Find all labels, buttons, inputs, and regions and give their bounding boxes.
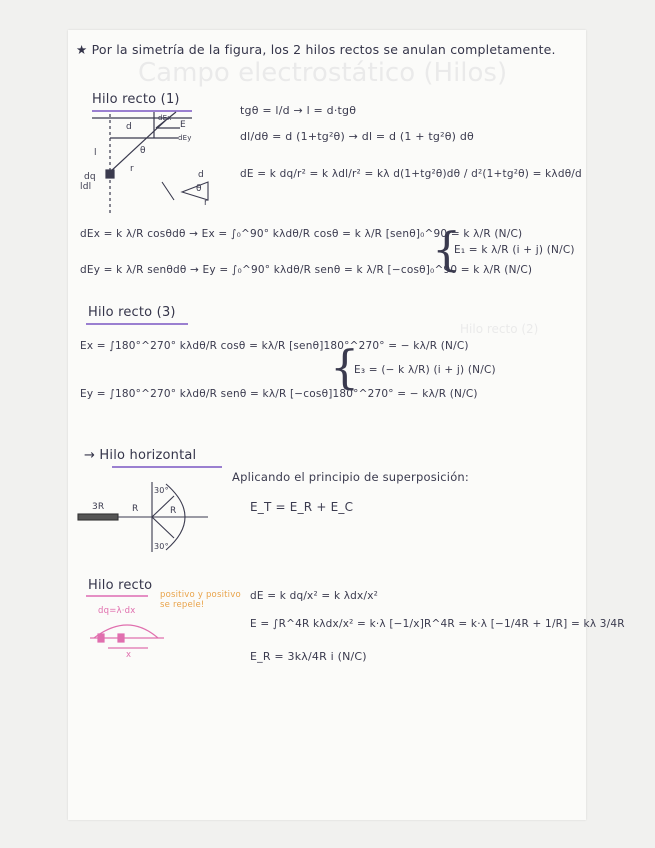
recto-x: x xyxy=(126,650,132,660)
tri-d: d xyxy=(198,170,204,180)
tri-theta: θ xyxy=(196,184,202,194)
horizontal-underline xyxy=(112,466,222,468)
label-theta: θ xyxy=(140,146,146,156)
label-l: l xyxy=(94,148,97,158)
ghost-title: Campo electrostático (Hilos) xyxy=(138,58,508,88)
eq-dE: dE = k dq/r² = k λdl/r² = kλ d(1+tg²θ)dθ / d²(1+tg²θ) = kλdθ/d xyxy=(240,168,582,180)
label-r: r xyxy=(130,164,134,174)
recto-result: E_R = 3kλ/4R i (N/C) xyxy=(250,650,367,663)
section3-underline xyxy=(86,323,188,325)
eq-dEx: dEx = k λ/R cosθdθ → Ex = ∫₀^90° kλdθ/R cosθ = k λ/R [senθ]₀^90 = k λ/R (N/C) xyxy=(80,228,523,240)
h-label-R2: R xyxy=(170,506,177,516)
label-ldl: ldl xyxy=(80,182,92,192)
eq-total: E_T = E_R + E_C xyxy=(250,500,354,514)
eq-dEy: dEy = k λ/R senθdθ → Ey = ∫₀^90° kλdθ/R senθ = k λ/R [−cosθ]₀^90 = k λ/R (N/C) xyxy=(80,264,533,276)
label-dq: dq xyxy=(84,172,96,182)
label-E: E xyxy=(180,120,186,130)
eq-tan: tgθ = l/d → l = d·tgθ xyxy=(240,104,357,117)
eq-dl: dl/dθ = d (1+tg²θ) → dl = d (1 + tg²θ) dθ xyxy=(240,130,474,143)
h-label-30a: 30° xyxy=(154,486,169,495)
recto-eq-dE: dE = k dq/x² = k λdx/x² xyxy=(250,590,379,602)
eq3-Ex: Ex = ∫180°^270° kλdθ/R cosθ = kλ/R [senθ]180°^270° = − kλ/R (N/C) xyxy=(80,340,469,352)
tri-r: r xyxy=(204,198,208,208)
result-E3: E₃ = (− k λ/R) (i + j) (N/C) xyxy=(354,364,496,376)
label-d: d xyxy=(126,122,132,132)
section1-heading: Hilo recto (1) xyxy=(92,92,180,107)
horizontal-diagram xyxy=(76,476,216,556)
intro-text: ★ Por la simetría de la figura, los 2 hilos rectos se anulan completamente. xyxy=(76,42,556,57)
h-label-R1: R xyxy=(132,504,139,514)
horizontal-heading: → Hilo horizontal xyxy=(84,448,197,463)
recto-dq: dq=λ·dx xyxy=(98,606,136,616)
ghost-subtitle: Hilo recto (2) xyxy=(460,322,539,336)
principle-text: Aplicando el principio de superposición: xyxy=(232,470,470,484)
h-label-30b: 30° xyxy=(154,542,169,551)
recto-underline xyxy=(86,595,148,597)
brace-1: { xyxy=(432,222,462,276)
label-dEy: dEy xyxy=(178,134,192,142)
result-E1: E₁ = k λ/R (i + j) (N/C) xyxy=(454,244,575,256)
h-label-3R: 3R xyxy=(92,502,105,512)
recto-eq-E: E = ∫R^4R kλdx/x² = k·λ [−1/x]R^4R = k·λ [−1/4R + 1/R] = kλ 3/4R xyxy=(250,618,625,630)
label-dEx: dEx xyxy=(158,114,172,122)
recto-heading: Hilo recto xyxy=(88,578,153,593)
recto-note: positivo y positivo se repele! xyxy=(160,590,241,610)
section3-heading: Hilo recto (3) xyxy=(88,305,176,320)
brace-3: { xyxy=(330,340,360,394)
eq3-Ey: Ey = ∫180°^270° kλdθ/R senθ = kλ/R [−cosθ]180°^270° = − kλ/R (N/C) xyxy=(80,388,478,400)
small-triangle xyxy=(160,178,210,210)
